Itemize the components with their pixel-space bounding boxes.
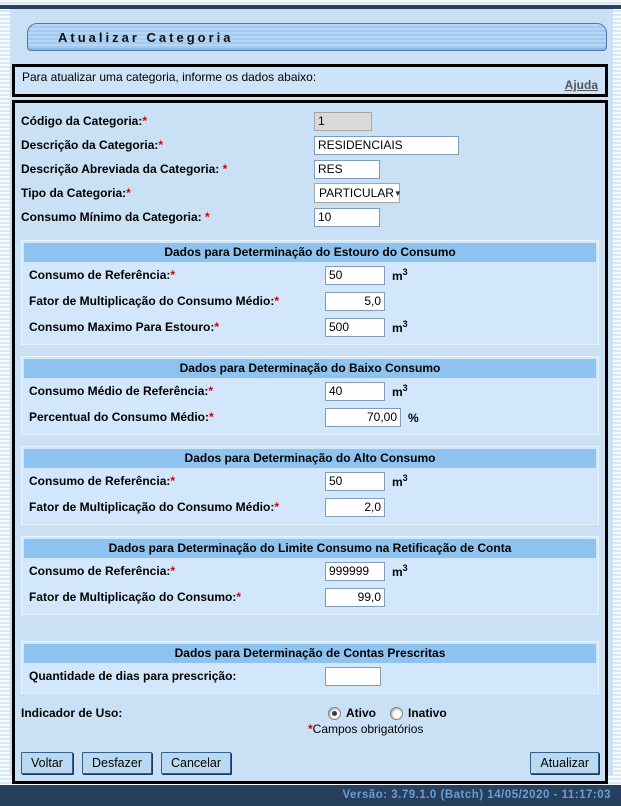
required-asterisk: * [170, 474, 176, 488]
minimo-input[interactable] [314, 208, 380, 227]
field-label: Consumo Maximo Para Estouro:* [29, 320, 220, 334]
button-bar [21, 752, 599, 774]
section-contas-prescritas [21, 641, 599, 694]
indicador-uso-row [21, 706, 599, 720]
field-row [24, 558, 596, 584]
retificacao-fator-multiplicacao-input[interactable] [325, 588, 385, 607]
desfazer-button[interactable]: Desfazer [82, 752, 152, 774]
section-header: Dados para Determinação do Baixo Consumo [24, 359, 596, 378]
radio-inativo[interactable] [390, 707, 403, 720]
required-asterisk: * [170, 564, 176, 578]
required-asterisk: * [170, 268, 176, 282]
field-row-descricao [21, 133, 599, 157]
field-row [24, 468, 596, 494]
required-asterisk: * [205, 210, 210, 224]
percentual-consumo-medio-input[interactable] [325, 408, 401, 427]
field-label: Fator de Multiplicação do Consumo Médio:* [29, 500, 280, 514]
unit-label: $m^3$ [392, 563, 408, 579]
field-row [24, 378, 596, 404]
codigo-input [314, 112, 372, 131]
field-label: Fator de Multiplicação do Consumo:* [29, 590, 242, 604]
section-header: Dados para Determinação do Alto Consumo [24, 449, 596, 468]
version-text: Versão: 3.79.1.0 (Batch) 14/05/2020 - 11:17:03 [342, 789, 611, 801]
field-label: Consumo de Referência:* [29, 474, 176, 488]
abreviada-input[interactable] [314, 160, 380, 179]
footer-bar [0, 785, 621, 806]
section-header: Dados para Determinação de Contas Prescritas [24, 644, 596, 663]
retificacao-consumo-referencia-input[interactable] [325, 562, 385, 581]
field-label: Quantidade de dias para prescrição: [29, 669, 237, 683]
field-row [24, 262, 596, 288]
required-asterisk: * [209, 410, 214, 424]
unit-label: $m^3$ [392, 473, 408, 489]
descricao-label: Descrição da Categoria:* [21, 138, 164, 152]
field-label: Consumo Médio de Referência:* [29, 384, 214, 398]
abreviada-label: Descrição Abreviada da Categoria: * [21, 162, 228, 176]
field-row [24, 404, 596, 430]
field-row [24, 663, 596, 689]
indicador-uso-label: Indicador de Uso: [21, 706, 123, 720]
codigo-label: Código da Categoria:* [21, 114, 148, 128]
radio-ativo-label: Ativo [346, 706, 376, 720]
required-asterisk: * [274, 294, 280, 308]
cancelar-button[interactable]: Cancelar [161, 752, 231, 774]
field-row [24, 288, 596, 314]
tipo-select[interactable] [314, 183, 400, 203]
field-row-codigo [21, 109, 599, 133]
descricao-input[interactable] [314, 136, 459, 155]
unit-label: $m^3$ [392, 383, 408, 399]
section-baixo-consumo [21, 356, 599, 435]
page-title: Atualizar Categoria [58, 30, 234, 45]
help-link[interactable]: Ajuda [564, 78, 598, 92]
tipo-selected-value: PARTICULAR [319, 186, 394, 200]
required-asterisk: * [142, 114, 148, 128]
unit-label: $m^3$ [392, 319, 408, 335]
instruction-text: Para atualizar uma categoria, informe os dados abaixo: [22, 70, 317, 84]
atualizar-button[interactable]: Atualizar [530, 752, 599, 774]
required-asterisk: * [308, 722, 313, 736]
consumo-maximo-estouro-input[interactable] [325, 318, 385, 337]
required-asterisk: * [222, 162, 228, 176]
baixo-consumo-medio-referencia-input[interactable] [325, 382, 385, 401]
minimo-label: Consumo Mínimo da Categoria: * [21, 210, 210, 224]
radio-inativo-label: Inativo [408, 706, 447, 720]
dias-prescricao-input[interactable] [325, 667, 381, 686]
field-row [24, 584, 596, 610]
field-row-minimo [21, 205, 599, 229]
required-fields-note: *Campos obrigatórios [308, 722, 424, 736]
field-label: Fator de Multiplicação do Consumo Médio:* [29, 294, 280, 308]
field-row-tipo [21, 181, 599, 205]
field-label: Consumo de Referência:* [29, 268, 176, 282]
voltar-button[interactable]: Voltar [21, 752, 73, 774]
category-form [12, 100, 608, 784]
field-row [24, 494, 596, 520]
tipo-label: Tipo da Categoria:* [21, 186, 131, 200]
radio-ativo[interactable] [328, 707, 341, 720]
field-label: Consumo de Referência:* [29, 564, 176, 578]
alto-consumo-referencia-input[interactable] [325, 472, 385, 491]
field-row-abreviada [21, 157, 599, 181]
page-content [10, 9, 613, 775]
required-asterisk: * [274, 500, 280, 514]
section-estouro-consumo [21, 240, 599, 345]
instruction-box [12, 64, 608, 97]
required-asterisk: * [214, 320, 220, 334]
field-label: Percentual do Consumo Médio:* [29, 410, 214, 424]
chevron-down-icon: ▼ [393, 188, 402, 198]
required-asterisk: * [158, 138, 164, 152]
section-limite-retificacao [21, 536, 599, 615]
section-alto-consumo [21, 446, 599, 525]
section-header: Dados para Determinação do Limite Consumo na Retificação de Conta [24, 539, 596, 558]
alto-fator-multiplicacao-input[interactable] [325, 498, 385, 517]
required-asterisk: * [236, 590, 242, 604]
unit-label: % [408, 411, 419, 425]
required-asterisk: * [208, 384, 214, 398]
page-title-tab [27, 23, 607, 51]
unit-label: $m^3$ [392, 267, 408, 283]
estouro-fator-multiplicacao-input[interactable] [325, 292, 385, 311]
estouro-consumo-referencia-input[interactable] [325, 266, 385, 285]
required-asterisk: * [126, 186, 131, 200]
field-row [24, 314, 596, 340]
section-header: Dados para Determinação do Estouro do Consumo [24, 243, 596, 262]
indicador-uso-radios [314, 706, 461, 720]
